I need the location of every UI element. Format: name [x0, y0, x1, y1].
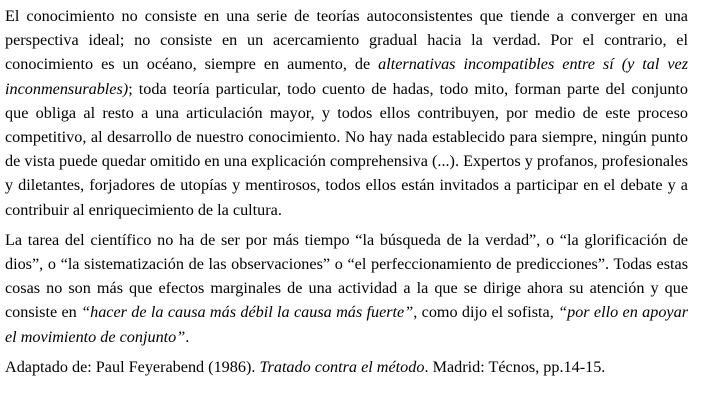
paragraph-knowledge: [5, 4, 688, 222]
paragraph-1-text-b: ; toda teoría particular, todo cuento de hadas, todo mito, forman parte del conjunto que obliga al resto a una articulación mayor, y todos ellos contribuyen, por medio de este proceso competitivo, al desarrollo de nuestro conocimiento. No hay nada establecido para siempre, ningún punto de vista puede quedar omitido en una explicación comprehensiva (...). Expertos y profanos, profesionales y diletantes, forjadores de utopías y mentirosos, todos ellos están invitados a participar en el debate y a contribuir al enriquecimiento de la cultura.: [5, 79, 688, 219]
source-prefix: Adaptado de: Paul Feyerabend (1986).: [5, 357, 260, 376]
document-body: [5, 4, 688, 379]
paragraph-1-italic-a: alternativas incompatibles entre sí (y tal vez inconmensurables): [5, 55, 688, 98]
paragraph-2-text-a: La tarea del científico no ha de ser por más tiempo “la búsqueda de la verdad”, o “la glorificación de dios”, o “la sistematización de las observaciones” o “el perfeccionamiento de predicciones”. Todas estas cosas no son más que efectos marginales de una actividad a la que se dirige ahora su atención y que consiste en: [5, 230, 688, 322]
paragraph-2-text-c: .: [185, 327, 190, 346]
paragraph-2-italic-b: “por ello en apoyar el movimiento de conjunto”: [5, 303, 689, 346]
source-suffix: . Madrid: Técnos, pp.14-15.: [424, 357, 606, 376]
source-book-title: Tratado contra el método: [259, 357, 425, 376]
paragraph-2-italic-a: “hacer de la causa más débil la causa más fuerte”: [81, 303, 414, 322]
paragraph-2-text-b: , como dijo el sofista,: [413, 303, 559, 322]
source-citation: [5, 355, 688, 379]
paragraph-scientist-task: [5, 228, 688, 349]
paragraph-1-text-a: El conocimiento no consiste en una serie de teorías autoconsistentes que tiende a converger en una perspectiva ideal; no consiste en un acercamiento gradual hacia la verdad. Por el contrario, el conocimiento es un océano, siempre en aumento, de: [5, 7, 688, 74]
